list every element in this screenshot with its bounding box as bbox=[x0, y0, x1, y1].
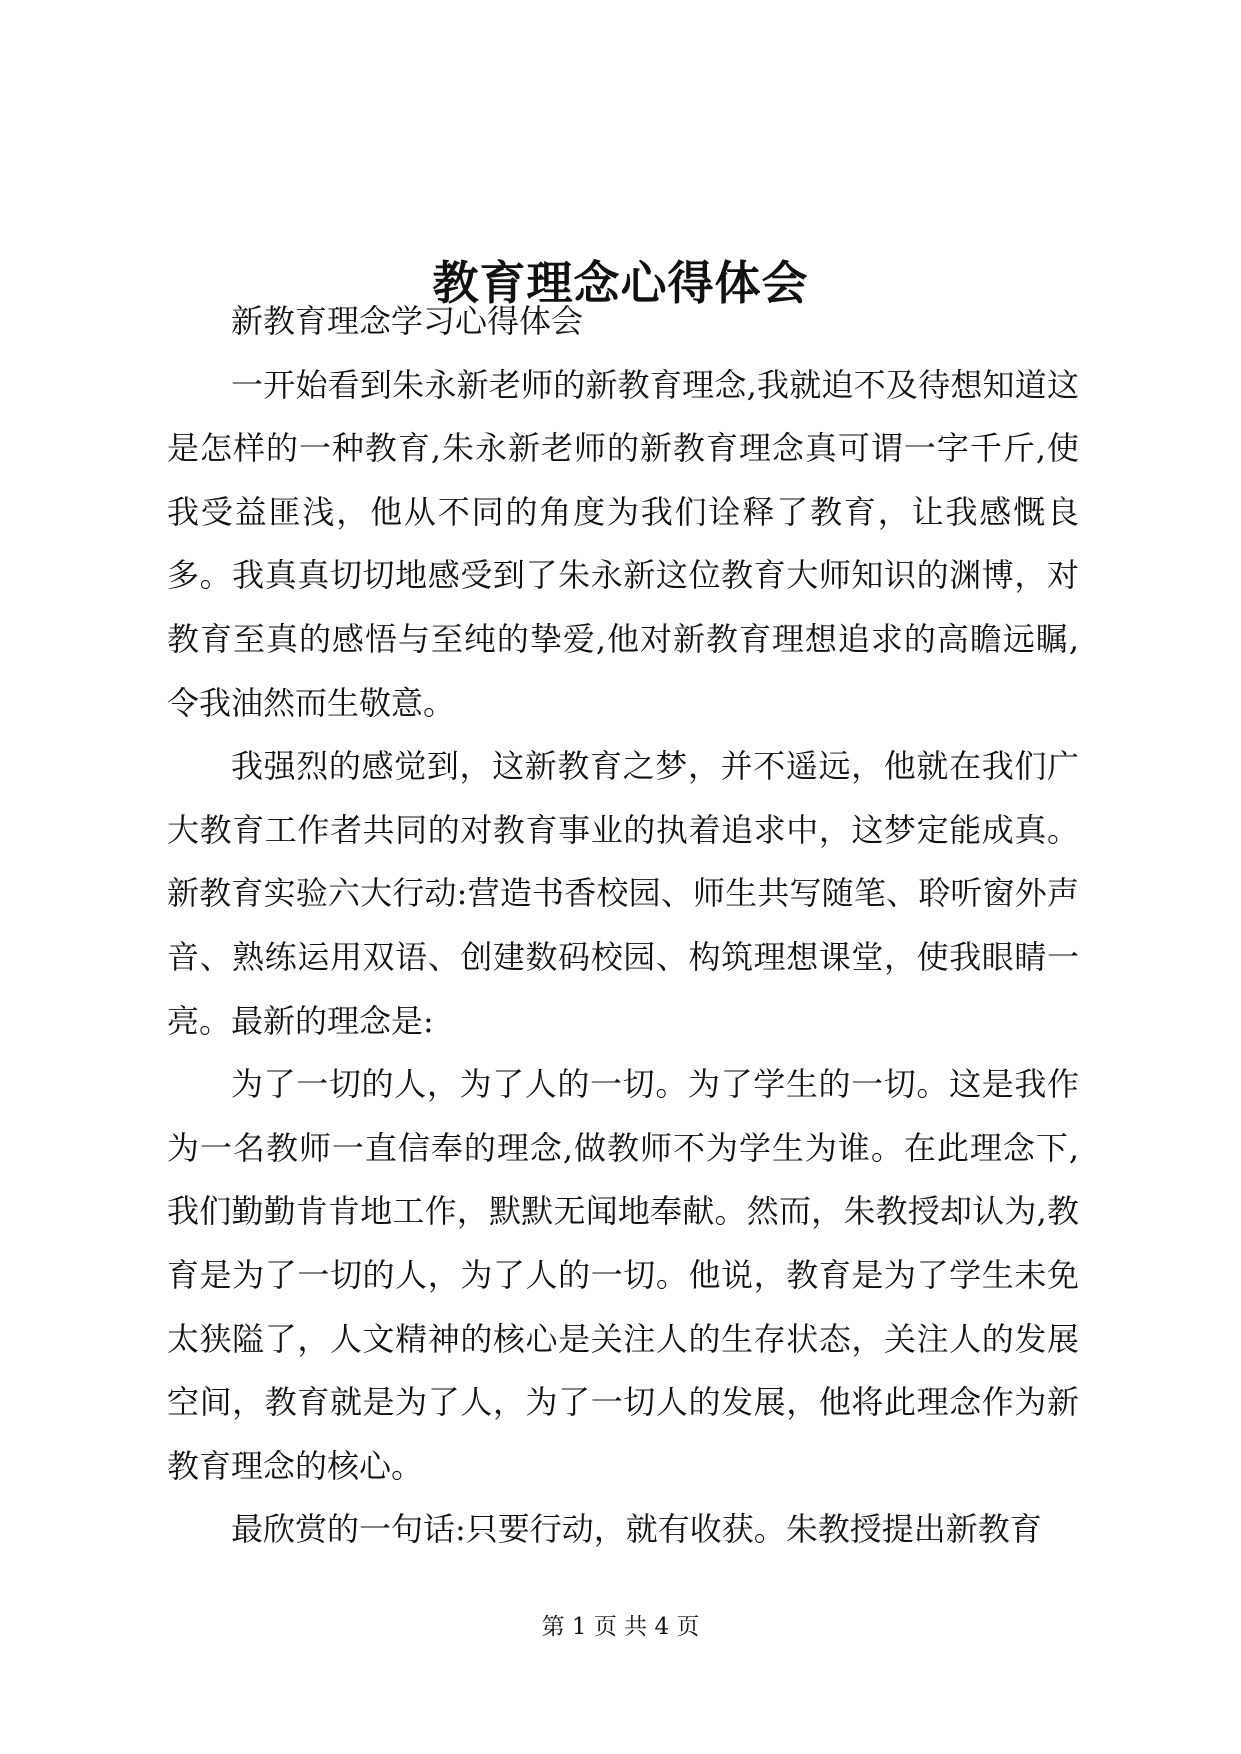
paragraph-subtitle: 新教育理念学习心得体会 bbox=[231, 302, 584, 340]
document-body bbox=[167, 290, 1079, 1562]
page-number-footer: 第 1 页 共 4 页 bbox=[541, 1614, 700, 1640]
paragraph: 为了一切的人，为了人的一切。为了学生的一切。这是我作为一名教师一直信奉的理念,做教师不为学生为谁。在此理念下,我们勤勤肯肯地工作，默默无闻地奉献。然而，朱教授却认为,教育是为了一切的人，为了人的一切。他说，教育是为了学生未免太狭隘了，人文精神的核心是关注人的生存状态，关注人的发展空间，教育就是为了人，为了一切人的发展，他将此理念作为新教育理念的核心。 bbox=[167, 1065, 1079, 1485]
document-title: 教育理念心得体会 bbox=[432, 255, 809, 310]
paragraph: 最欣赏的一句话:只要行动，就有收获。朱教授提出新教育 bbox=[231, 1510, 1042, 1549]
paragraph: 一开始看到朱永新老师的新教育理念,我就迫不及待想知道这是怎样的一种教育,朱永新老师的新教育理念真可谓一字千斤,使我受益匪浅，他从不同的角度为我们诠释了教育，让我感慨良多。我真真切切地感受到了朱永新这位教育大师知识的渊博，对教育至真的感悟与至纯的挚爱,他对新教育理想追求的高瞻远瞩,令我油然而生敬意。 bbox=[167, 365, 1079, 722]
paragraph: 我强烈的感觉到，这新教育之梦，并不遥远，他就在我们广大教育工作者共同的对教育事业的执着追求中，这梦定能成真。新教育实验六大行动:营造书香校园、师生共写随笔、聆听窗外声音、熟练运用双语、创建数码校园、构筑理想课堂，使我眼睛一亮。最新的理念是: bbox=[167, 747, 1079, 1040]
